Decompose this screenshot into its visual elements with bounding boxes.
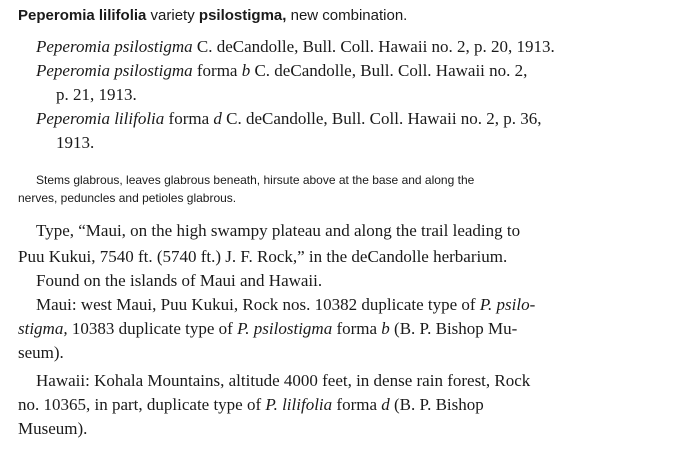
synonym-name: Peperomia lilifolia [36,109,165,128]
maui-text: (B. P. Bishop Mu- [394,319,518,338]
synonym-3 [36,108,542,130]
synonym-3-cont: 1913. [56,133,95,152]
taxon-rank: variety [150,7,195,24]
variety-name: psilostigma, [198,7,287,24]
taxon-name: Peperomia lilifolia [18,7,147,24]
maui-text: 10383 duplicate type of [71,319,233,338]
nomenclatural-status: new combination. [290,7,408,24]
maui-text: Maui: west Maui, Puu Kukui, Rock nos. 10382 duplicate type of [36,295,476,314]
form-letter: b [241,61,251,80]
maui-taxon: stigma, [18,319,68,338]
hawaii-line-1: Hawaii: Kohala Mountains, altitude 4000 feet, in dense rain forest, Rock [36,371,531,390]
hawaii-rank: forma [336,395,377,414]
form-letter: b [381,319,390,338]
maui-taxon: P. psilostigma [237,319,333,338]
hawaii-line-2 [18,394,484,416]
synonym-name: Peperomia psilostigma [36,37,193,56]
synonym-citation: C. deCandolle, Bull. Coll. Hawaii no. 2, [254,61,528,80]
synonym-rank: forma [196,61,238,80]
hawaii-text: no. 10365, in part, duplicate type of [18,395,262,414]
maui-line-2 [18,318,517,340]
synonym-rank: forma [168,109,210,128]
type-line-2: Puu Kukui, 7540 ft. (5740 ft.) J. F. Rock,” in the deCandolle herbarium. [18,247,508,266]
maui-rank: forma [336,319,378,338]
taxon-heading [18,6,407,26]
maui-taxon: P. psilo- [479,295,536,314]
type-line-1: Type, “Maui, on the high swampy plateau and along the trail leading to [36,221,521,240]
maui-line-1 [36,294,535,316]
distribution: Found on the islands of Maui and Hawaii. [36,271,323,290]
hawaii-text: (B. P. Bishop [394,395,484,414]
description-line-2: nerves, peduncles and petioles glabrous. [18,191,237,205]
synonym-1 [36,36,555,58]
synonym-citation: C. deCandolle, Bull. Coll. Hawaii no. 2, p. 36, [226,109,542,128]
form-letter: d [381,395,390,414]
synonym-name: Peperomia psilostigma [36,61,193,80]
synonym-2 [36,60,527,82]
form-letter: d [213,109,222,128]
description-line-1: Stems glabrous, leaves glabrous beneath, hirsute above at the base and along the [36,173,475,187]
synonym-2-cont: p. 21, 1913. [56,85,137,104]
maui-line-3: seum). [18,343,64,362]
synonym-citation: C. deCandolle, Bull. Coll. Hawaii no. 2, p. 20, 1913. [196,37,555,56]
hawaii-line-3: Museum). [18,419,88,438]
hawaii-taxon: P. lilifolia [265,395,333,414]
